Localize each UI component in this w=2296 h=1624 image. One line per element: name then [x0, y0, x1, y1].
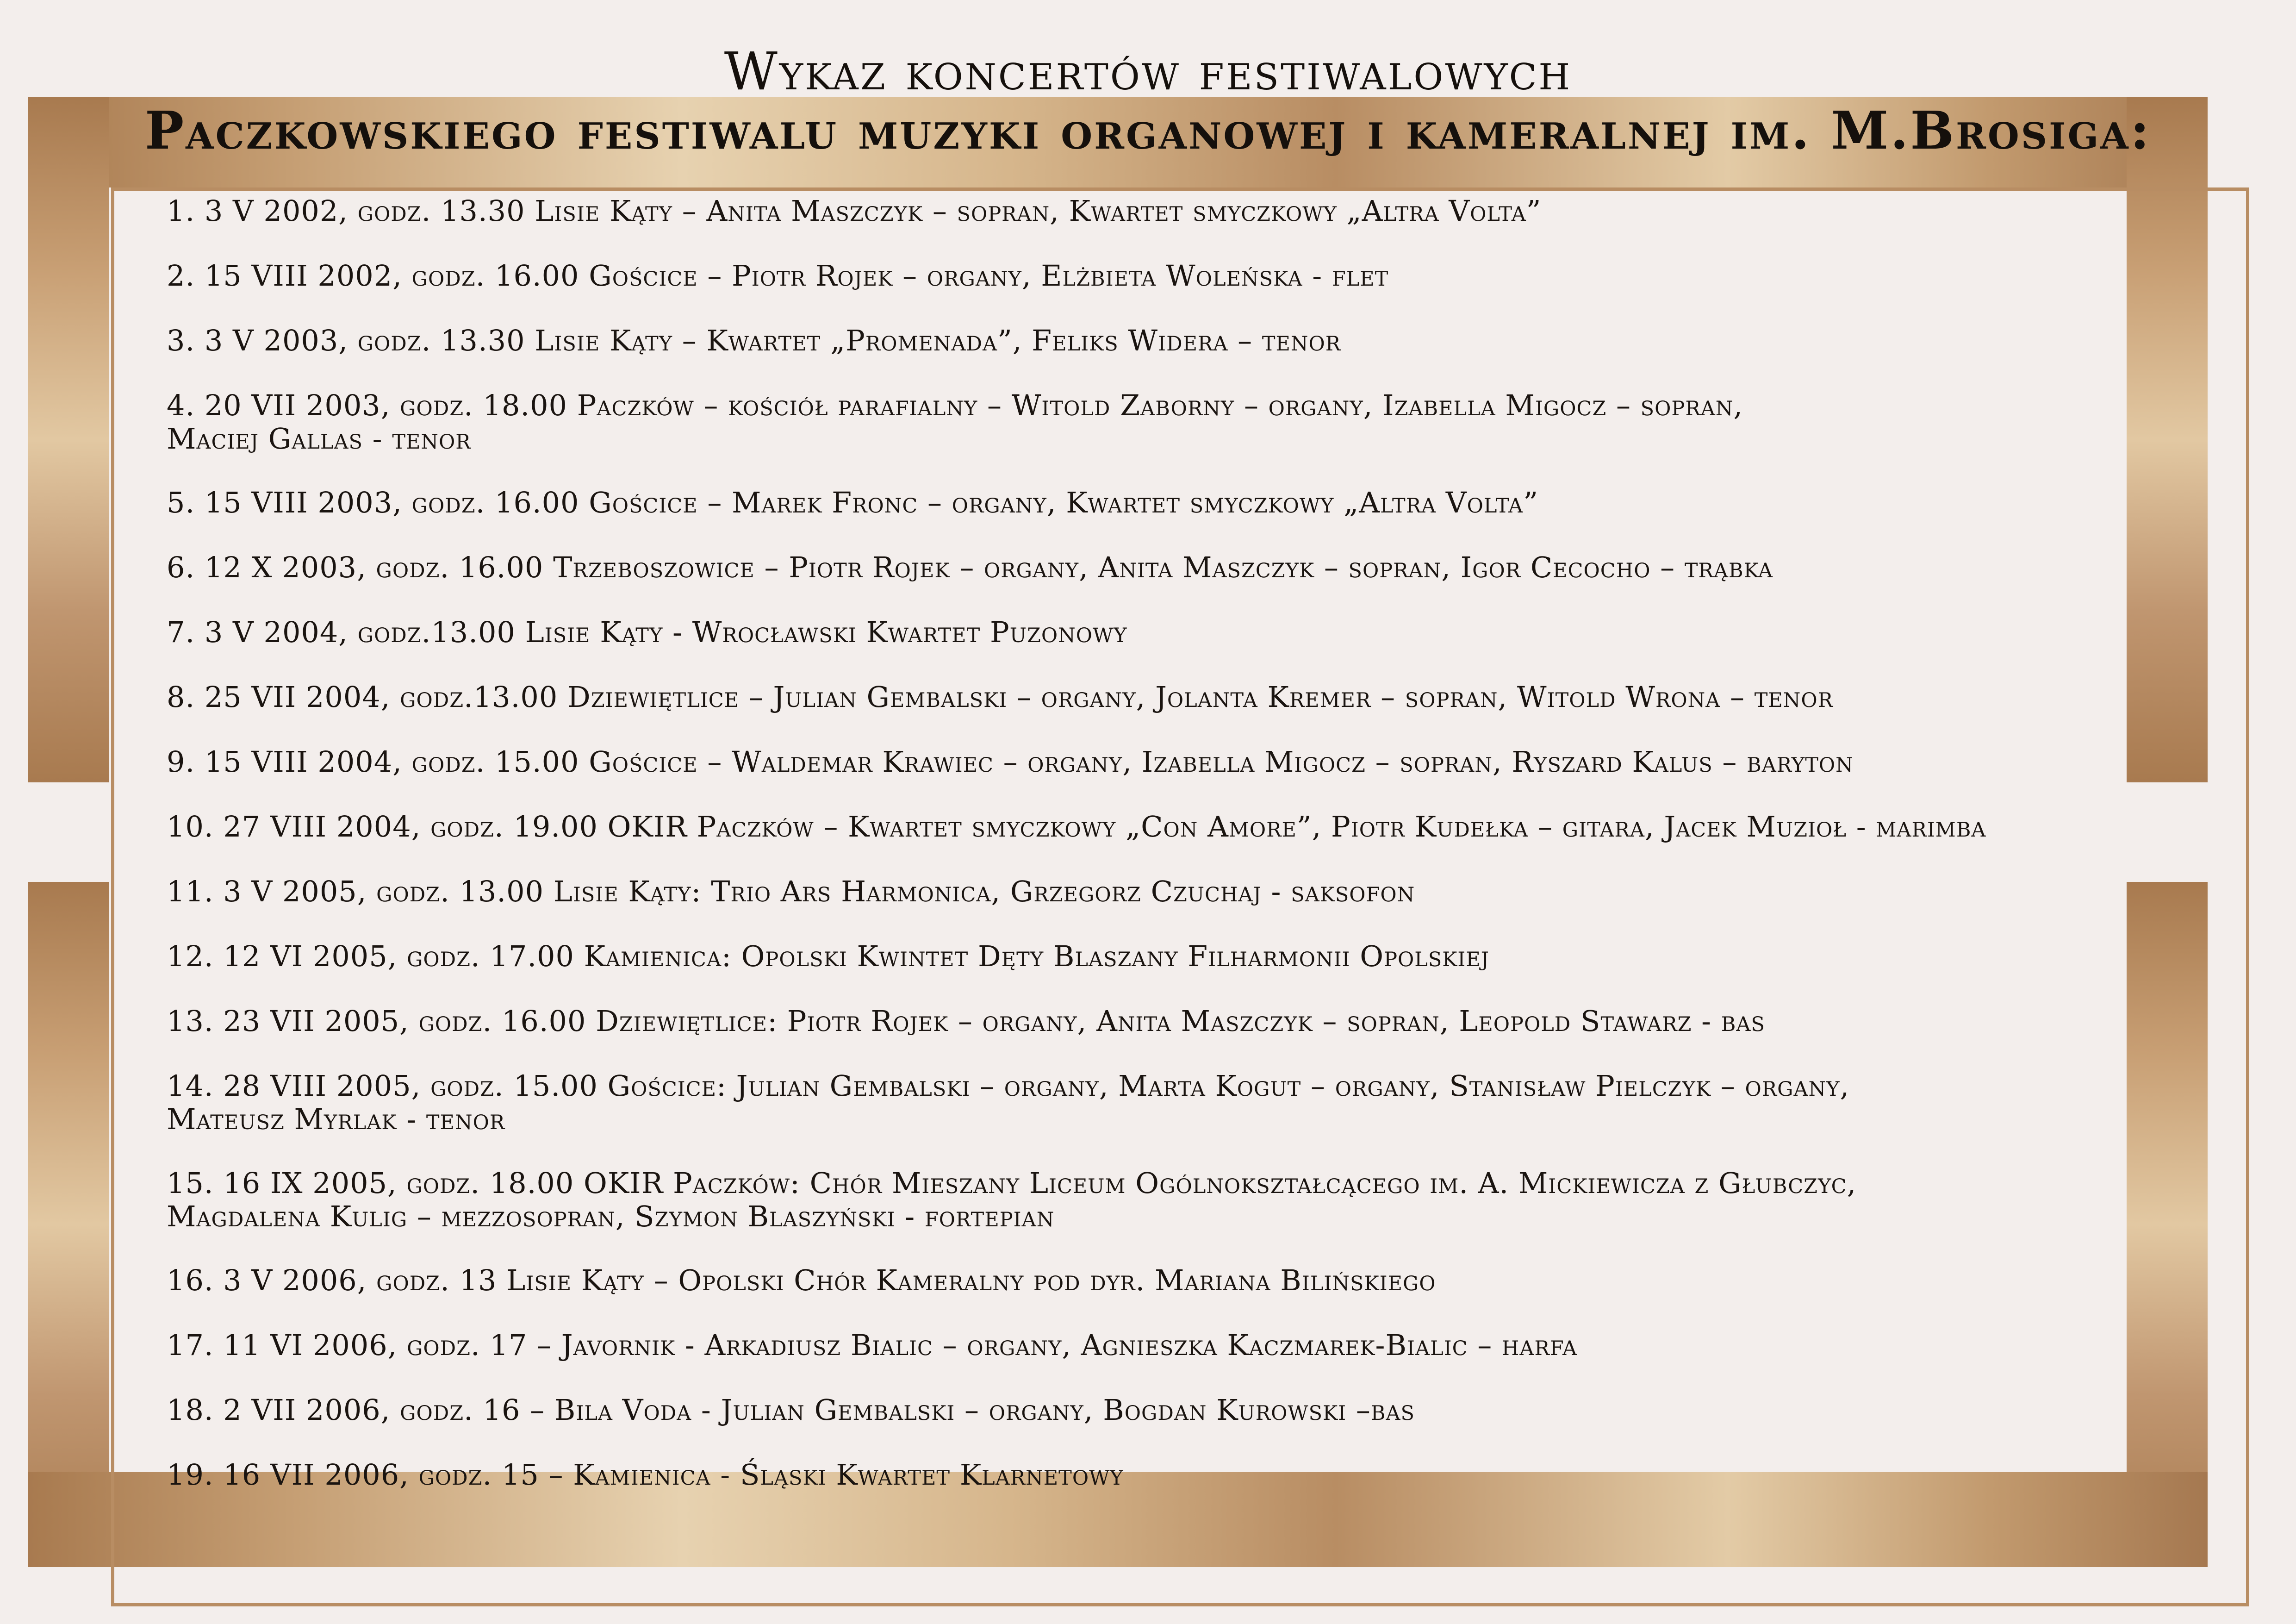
concert-entry-7 [167, 616, 2157, 649]
concert-entry-text: 18. 2 VII 2006, godz. 16 – Bila Voda - Julian Gembalski – organy, Bogdan Kurowski –bas [167, 1393, 1415, 1427]
frame-left-lower-bar [28, 882, 109, 1567]
concert-entry-text: 1. 3 V 2002, godz. 13.30 Lisie Kąty – Anita Maszczyk – sopran, Kwartet smyczkowy „Altra Volta” [167, 194, 1542, 228]
concert-entry-continuation: Mateusz Myrlak - tenor [167, 1102, 505, 1136]
concert-entry-15 [167, 1167, 2157, 1233]
concert-entry-12 [167, 940, 2157, 973]
concert-entry-text: 4. 20 VII 2003, godz. 18.00 Paczków – kościół parafialny – Witold Zaborny – organy, Izabella Migocz – sopran, [167, 388, 1743, 422]
poster-title-line-1: Wykaz koncertów festiwalowych [724, 42, 1572, 102]
frame-left-upper-bar [28, 97, 109, 782]
concert-entry-19 [167, 1458, 2157, 1492]
concert-entry-text: 16. 3 V 2006, godz. 13 Lisie Kąty – Opolski Chór Kameralny pod dyr. Mariana Bilińskiego [167, 1263, 1436, 1297]
concert-entry-text: 2. 15 VIII 2002, godz. 16.00 Gościce – Piotr Rojek – organy, Elżbieta Woleńska - flet [167, 259, 1389, 293]
concert-entry-text: 15. 16 IX 2005, godz. 18.00 OKIR Paczków: Chór Mieszany Liceum Ogólnokształcącego im. A. Mickiewicza z Głubczyc, [167, 1166, 1857, 1200]
concert-entry-text: 5. 15 VIII 2003, godz. 16.00 Gościce – Marek Fronc – organy, Kwartet smyczkowy „Altra Volta” [167, 486, 1539, 519]
concert-entry-4 [167, 389, 2157, 456]
concert-entry-text: 9. 15 VIII 2004, godz. 15.00 Gościce – Waldemar Krawiec – organy, Izabella Migocz – sopran, Ryszard Kalus – baryton [167, 745, 1854, 779]
concert-entry-16 [167, 1264, 2157, 1297]
concert-entry-text: 19. 16 VII 2006, godz. 15 – Kamienica - Śląski Kwartet Klarnetowy [167, 1458, 1124, 1492]
concert-entry-continuation: Magdalena Kulig – mezzosopran, Szymon Blaszyński - fortepian [167, 1199, 1055, 1233]
concert-entry-6 [167, 551, 2157, 584]
concert-entry-8 [167, 681, 2157, 714]
concert-entry-text: 3. 3 V 2003, godz. 13.30 Lisie Kąty – Kwartet „Promenada”, Feliks Widera – tenor [167, 324, 1341, 357]
concert-entry-2 [167, 259, 2157, 293]
concert-entry-text: 13. 23 VII 2005, godz. 16.00 Dziewiętlice: Piotr Rojek – organy, Anita Maszczyk – sopran, Leopold Stawarz - bas [167, 1004, 1765, 1038]
concert-entry-13 [167, 1005, 2157, 1038]
concert-entry-text: 10. 27 VIII 2004, godz. 19.00 OKIR Paczków – Kwartet smyczkowy „Con Amore”, Piotr Kudełka – gitara, Jacek Muzioł - marimba [167, 810, 1986, 843]
concert-entry-10 [167, 810, 2157, 843]
concert-entry-5 [167, 486, 2157, 519]
frame-thin-top-line [111, 187, 2249, 191]
frame-thin-left-line [111, 187, 114, 1606]
concert-entry-continuation: Maciej Gallas - tenor [167, 422, 471, 456]
concert-entry-text: 12. 12 VI 2005, godz. 17.00 Kamienica: Opolski Kwintet Dęty Blaszany Filharmonii Opolskiej [167, 939, 1490, 973]
concert-entry-text: 14. 28 VIII 2005, godz. 15.00 Gościce: Julian Gembalski – organy, Marta Kogut – organy, Stanisław Pielczyk – organy, [167, 1069, 1850, 1103]
concert-entry-9 [167, 745, 2157, 779]
concert-entry-text: 6. 12 X 2003, godz. 16.00 Trzeboszowice – Piotr Rojek – organy, Anita Maszczyk – sopran, Igor Cecocho – trąbka [167, 550, 1773, 584]
concert-entry-11 [167, 875, 2157, 908]
concert-entry-1 [167, 194, 2157, 228]
frame-thin-bottom-line [111, 1603, 2249, 1606]
concert-entry-text: 17. 11 VI 2006, godz. 17 – Javornik - Arkadiusz Bialic – organy, Agnieszka Kaczmarek-Bialic – harfa [167, 1328, 1578, 1362]
concert-entry-18 [167, 1393, 2157, 1427]
concert-entry-14 [167, 1069, 2157, 1136]
concert-entry-17 [167, 1329, 2157, 1362]
concert-entry-text: 8. 25 VII 2004, godz.13.00 Dziewiętlice – Julian Gembalski – organy, Jolanta Kremer – sopran, Witold Wrona – tenor [167, 680, 1834, 714]
frame-thin-right-line [2246, 187, 2249, 1606]
concert-entry-3 [167, 324, 2157, 357]
concert-entry-text: 11. 3 V 2005, godz. 13.00 Lisie Kąty: Trio Ars Harmonica, Grzegorz Czuchaj - saksofon [167, 874, 1415, 908]
poster-title-line-2: Paczkowskiego festiwalu muzyki organowej i kameralnej im. M.Brosiga: [144, 100, 2152, 161]
concert-entry-text: 7. 3 V 2004, godz.13.00 Lisie Kąty - Wrocławski Kwartet Puzonowy [167, 615, 1127, 649]
